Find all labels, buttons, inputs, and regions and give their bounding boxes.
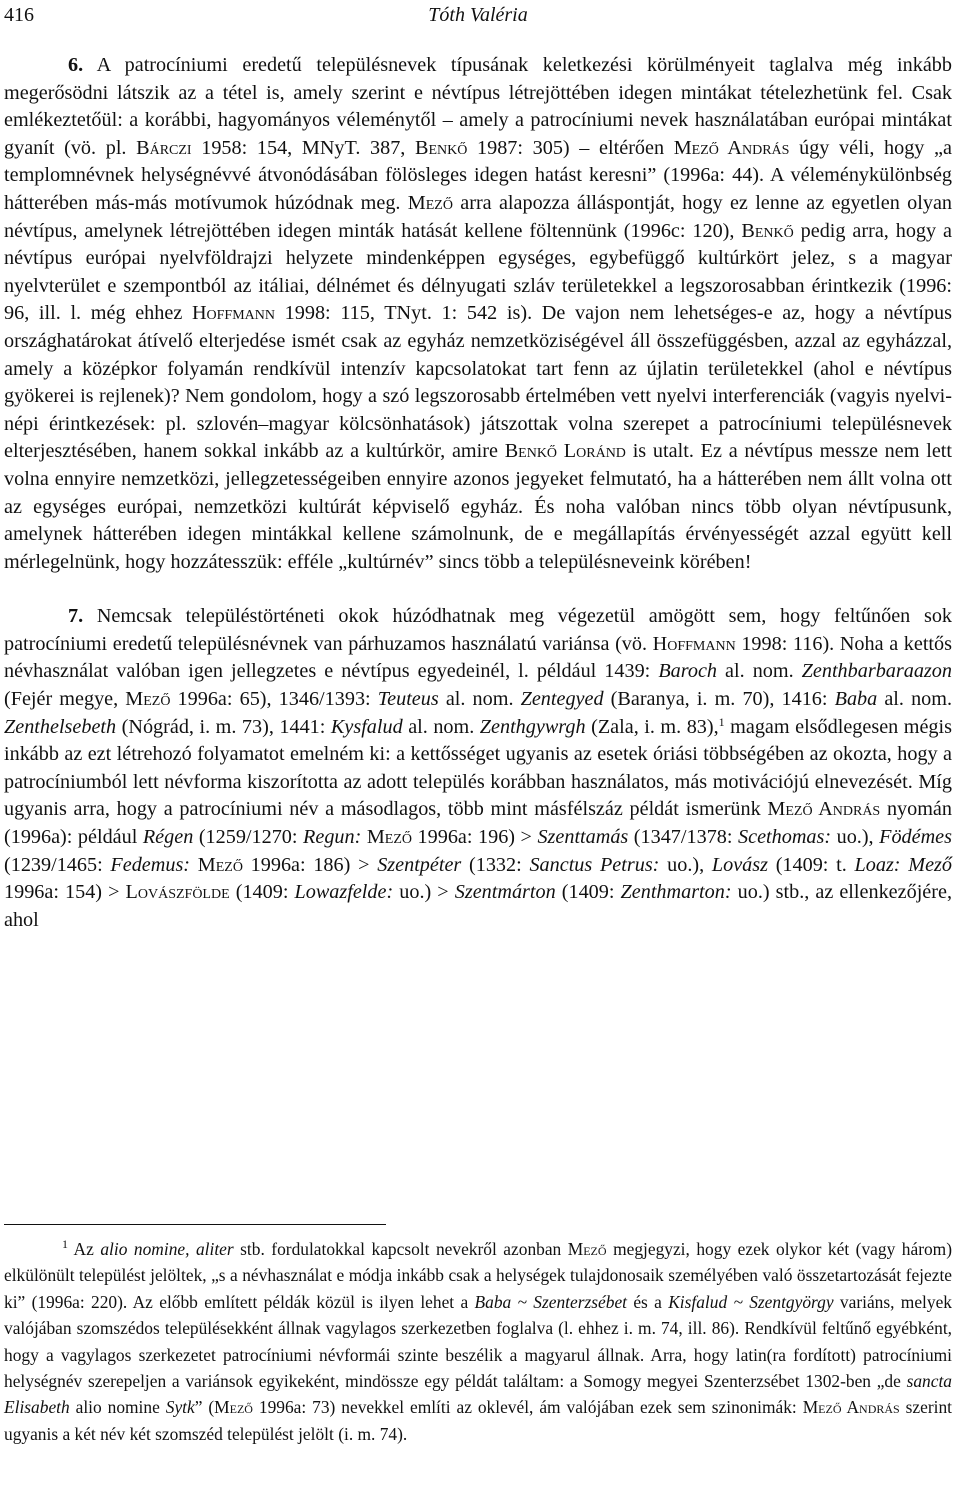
footnote-1 — [4, 1236, 952, 1447]
text-run: 1998: 116). Noha a kettős névhasználat valóban igen jellegzetes e névtípus egyedeinél, l. például 1439: — [4, 632, 952, 683]
text-run: stb. fordulatokkal kapcsolt nevekről azonban — [233, 1239, 568, 1259]
text-run: (Nógrád, i. m. 73), 1441: — [116, 715, 331, 738]
text-run: uo.) > — [393, 881, 455, 904]
author-name: Mező András — [767, 798, 881, 821]
text-run: uo.) stb., az ellenkezőjére, ahol — [4, 881, 952, 931]
text-run: nyomán (1996a): például — [4, 798, 952, 849]
author-name: Mező — [366, 826, 413, 849]
text-run: (1239/1465: — [4, 853, 111, 876]
section-number: 6. — [68, 54, 84, 76]
author-name: Mező — [197, 853, 243, 876]
author-name: Mező — [567, 1239, 607, 1259]
text-run: magam elsődlegesen mégis inkább az ezt létrehozó folyamatot emelném ki: a kettősséget ugyanis az esetek óriási többségében az okozta, hogy a patrocíniumból lett névforma kiszorította az adott település korábban használatos, más motivációjú elnevezését. Míg ugyanis arra, hogy a patrocíniumi név a másodlagos, több mint másfélszáz példát ismerünk — [4, 715, 952, 821]
text-run: 1996a: 186) > — [242, 853, 378, 876]
page-number: 416 — [4, 4, 34, 26]
text-run: al. nom. — [438, 688, 521, 711]
place-name: Zenthmarton: — [620, 881, 732, 904]
text-run — [190, 854, 198, 876]
text-run: variáns, melyek valójában szomszédos településekként állnak vagylagos szerkezetben foglalva (l. ehhez i. m. 74, ill. 86). Rendkívül feltűnő egyébként, hogy a vagylagos szerkezetet patrocíniumi névformái szinte beszélik a magyarul állnak. Arra, hogy latin(ra fordított) patrocíniumi helységnév szerepeljen a variánsok egyikeként, mindössze egy példát találtam: a Somogy megyei Szenterzsébet 1302-ben „de — [4, 1291, 952, 1392]
footnote-divider — [4, 1224, 386, 1225]
author-name: Benkő Loránd — [504, 440, 626, 463]
text-run: (Zala, i. m. 83), — [585, 715, 719, 738]
place-name: Lowazfelde: — [294, 881, 394, 904]
latin-phrase: sancta Elisabeth — [4, 1371, 952, 1418]
text-run: A patrocíniumi eredetű településnevek típusának keletkezési körülményeit taglalva még inkább megerősödni látszik az a tétel is, amely szerint e névtípus létrejöttében idegen mintákat tételezhetünk fel. Csak emlékeztetőül: a korábbi, hagyományos véleménytől – amely a patrocíniumi nevek használatában európai mintákat gyanít (vö. pl. — [4, 54, 952, 159]
place-name: Fedemus: — [110, 853, 191, 876]
place-name: Zenthelsebeth — [4, 715, 117, 738]
author-name: Hoffmann — [191, 302, 275, 325]
text-run: (1347/1378: — [628, 826, 739, 849]
place-name: Födémes — [879, 826, 952, 849]
footnote-number: 1 — [62, 1237, 68, 1251]
paragraph-6 — [4, 52, 952, 576]
author-name: Benkő — [415, 136, 468, 159]
text-run: uo.), — [659, 853, 712, 876]
text-run: Az — [68, 1239, 101, 1259]
text-run: és a — [627, 1291, 669, 1312]
text-run: (1409: — [229, 881, 295, 904]
text-run: al. nom. — [717, 660, 802, 683]
place-name: Mező — [908, 853, 952, 876]
place-name: Kisfalud ~ Szentgyörgy — [668, 1291, 834, 1312]
place-name: Baroch — [658, 660, 718, 683]
text-run: is utalt. Ez a névtípus messze nem lett volna ennyire nemzetközi, jellegzetességeiben ennyire azonos jegyeket felmutató, ha a hátterében nem állt volna ott az egységes európai, nemzetközi kultúrát képviselő egyház. És noha valóban nincs több olyan névtípusunk, amelynek hátterében idegen mintákkal kellene számolnunk, de e megállapítás érvényességét azzal együtt kell mérlegelnünk, hogy hozzátesszük: efféle „kultúrnév” sincs több a településneveink körében! — [4, 440, 952, 573]
text-run: úgy véli, hogy „a templomnévnek helységnévvé átvonódásában fölösleges idegen hatást keresni” (1996a: 44). A véleménykülönbség hátterében más-más motívumok húzódnak meg. — [4, 136, 952, 214]
place-name: Baba ~ Szenterzsébet — [474, 1291, 627, 1312]
text-run: uo.), — [831, 826, 880, 849]
section-number: 7. — [68, 605, 84, 628]
place-name: Regun: — [303, 826, 362, 849]
place-name: Régen — [142, 826, 194, 849]
text-run: Nemcsak településtörténeti okok húzódhatnak meg végezetül amögött sem, hogy feltűnően sok patrocíniumi eredetű településnévnek van párhuzamos használatú variánsa (vö. — [4, 605, 952, 655]
place-name: Szenttamás — [537, 826, 629, 849]
author-name: Bárczi — [136, 136, 192, 159]
text-run: 1996a: 154) > — [4, 881, 126, 904]
place-name: Scethomas: — [738, 826, 832, 849]
footnote-marker[interactable]: 1 — [718, 714, 725, 729]
paragraph-7 — [4, 603, 952, 934]
place-name: Szentmárton — [454, 881, 556, 904]
place-name: Lovász — [711, 853, 768, 876]
text-run: szerint ugyanis a két név két szomszéd települést jelölt (i. m. 74). — [4, 1397, 952, 1444]
place-name: Zenthgywrgh — [479, 715, 586, 738]
place-name: Kysfalud — [330, 715, 403, 738]
text-run: al. nom. — [402, 715, 480, 738]
text-run: 1987: 305) – eltérően — [467, 136, 674, 159]
place-name: Sanctus Petrus: — [529, 853, 660, 876]
text-run: ” ( — [194, 1397, 215, 1418]
author-name: Mező — [214, 1397, 253, 1418]
text-run: (1259/1270: — [193, 826, 304, 849]
text-run: megjegyzi, hogy ezek olykor két (vagy három) elkülönült települést jelöltek, „s a névhasználat e módja inkább csak a helységek tulajdonosaik személyében való összetartozását fejezte ki” (1996a: 220). Az előbb említett példák közül is ilyen lehet a — [4, 1239, 953, 1312]
place-name: Szentpéter — [377, 853, 462, 876]
text-run: (Fejér megye, — [4, 688, 126, 711]
text-run: 1996a: 196) > — [412, 826, 538, 849]
text-run: 1996a: 73) nevekkel említi az oklevél, ám valójában ezek sem szinonimák: — [252, 1397, 803, 1418]
text-run: (1409: t. — [767, 853, 855, 876]
author-name: Lovászfölde — [125, 881, 230, 904]
author-name: Mező András — [802, 1397, 900, 1418]
latin-phrase: alio nomine, aliter — [100, 1239, 234, 1259]
place-name: Teuteus — [377, 688, 439, 711]
text-run: (1332: — [461, 853, 530, 876]
text-run: alio nomine — [69, 1397, 166, 1418]
text-run: (Baranya, i. m. 70), 1416: — [603, 688, 835, 711]
place-name: Zentegyed — [520, 688, 604, 711]
place-name: Loaz: — [854, 853, 901, 876]
text-run: pedig arra, hogy a névtípus európai nyelvföldrajzi helyzete mindenképpen egységes, egybefüggő kultúrkört jelez, s a magyar nyelvterület e szempontból az itáliai, délnémet és délnyugati szláv területekkel a legszorosabban érintkezik (1996: 96, ill. l. még ehhez — [4, 219, 952, 325]
body-text — [4, 52, 952, 934]
footnotes — [4, 1236, 952, 1447]
text-run: arra alapozza álláspontját, hogy ez lenne az egyetlen olyan névtípus, amelynek létrejöttében idegen minták hatását kellene föltennünk (1996c: 120), — [4, 191, 953, 242]
author-name: Hoffmann — [652, 632, 736, 655]
author-name: Mező — [407, 191, 453, 214]
author-name: Mező András — [673, 136, 790, 159]
text-run: 1958: 154, MNyT. 387, — [191, 136, 415, 159]
text-run: al. nom. — [877, 688, 953, 711]
place-name: Sytk — [165, 1397, 195, 1418]
running-header — [4, 4, 952, 38]
author-name: Mező — [125, 688, 171, 711]
text-run: 1996a: 65), 1346/1393: — [170, 688, 378, 711]
running-title: Tóth Valéria — [428, 4, 528, 26]
text-run: 1998: 115, TNyt. 1: 542 is). De vajon nem lehetséges-e az, hogy a névtípus országhatárokat átívelő elterjedése ismét csak az egyház nemzetköziségével áll összefüggésben, azzal az egyházzal, amely a középkor folyamán rendkívül intenzív kapcsolatokat tart fenn az újlatin területekkel (ahol e névtípus gyökerei is rejlenek)? Nem gondolom, hogy a szó legszorosabb értelmében vett nyelvi interferenciák (vagyis nyelvi-népi érintkezések: pl. szlovén–magyar kölcsönhatások) játszottak volna szerepet a patrocíniumi településnevek elterjesztésében, hanem sokkal inkább az a kultúrkör, amire — [4, 302, 952, 463]
text-run: (1409: — [555, 881, 621, 904]
place-name: Zenthbarbaraazon — [801, 660, 952, 683]
author-name: Benkő — [741, 219, 794, 242]
place-name: Baba — [834, 688, 878, 711]
